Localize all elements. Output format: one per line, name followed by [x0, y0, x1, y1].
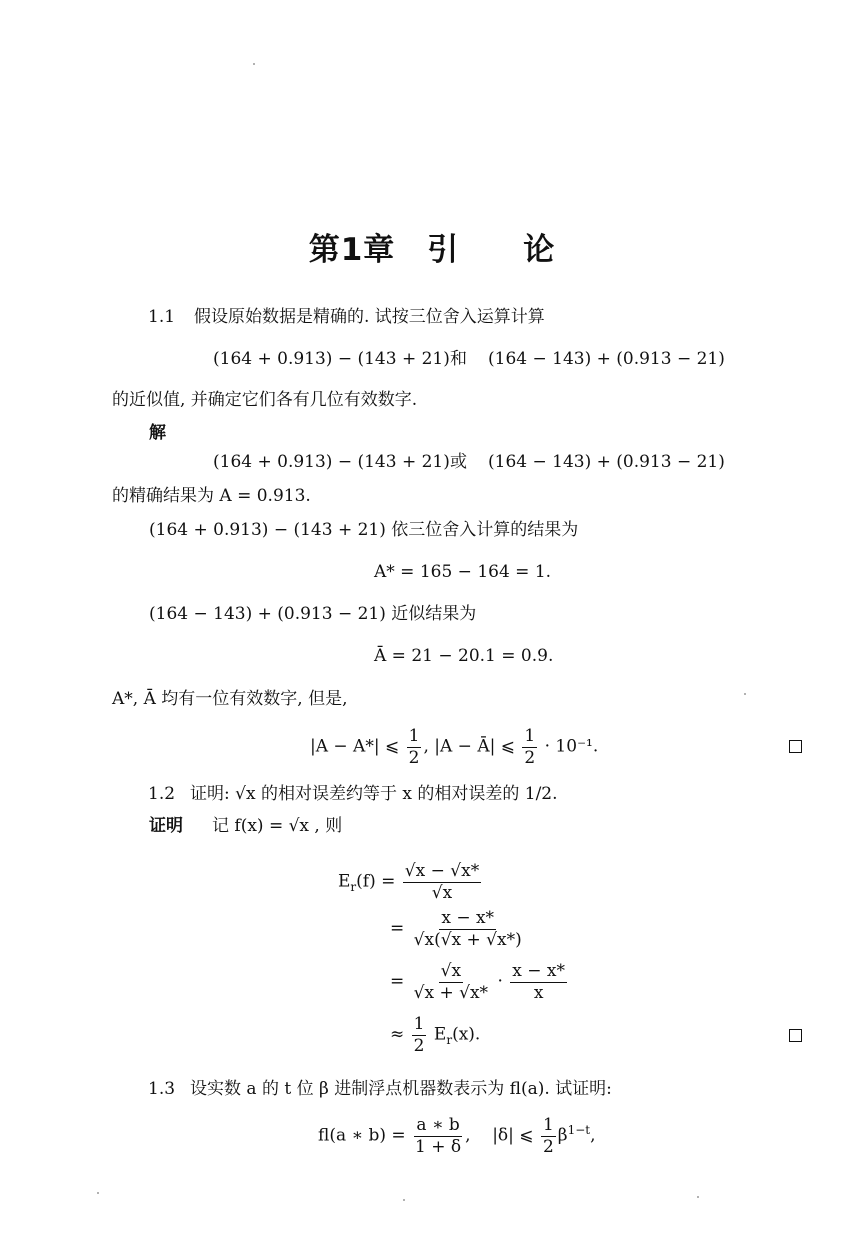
fraction: $\frac{x - x*}{x}$ [512, 961, 566, 1003]
equation-conjunction: 和 [450, 349, 467, 369]
fraction: $\frac{a ∗ b}{1 + \delta}$ [415, 1115, 462, 1157]
problem-statement: 设实数 a 的 t 位 β 进制浮点机器数表示为 fl(a). 试证明: [190, 1079, 612, 1099]
scan-speck [403, 1199, 405, 1201]
scan-speck [97, 1192, 99, 1194]
equation-display: Ā = 21 − 20.1 = 0.9. [374, 646, 554, 666]
fraction: $\frac{x - x*}{√x(√x + √x*)}$ [413, 908, 522, 950]
fraction: $\frac{1}{2}$ [413, 1014, 425, 1056]
proof-intro: 记 f(x) = √x , 则 [212, 816, 343, 836]
text-line: 的精确结果为 A = 0.913. [112, 486, 311, 506]
text-line: (164 + 0.913) − (143 + 21) 依三位舍入计算的结果为 [149, 520, 579, 540]
equation-conjunction: 或 [450, 452, 467, 472]
fraction: $\frac{1}{2}$ [524, 726, 536, 768]
scan-speck [253, 63, 255, 65]
equation-expression: (164 − 143) + (0.913 − 21) [488, 452, 725, 472]
problem-number: 1.3 [148, 1079, 176, 1099]
equation-expression: (164 + 0.913) − (143 + 21) [213, 452, 450, 472]
qed-symbol [789, 740, 802, 753]
qed-symbol [789, 1029, 802, 1042]
text-line: (164 − 143) + (0.913 − 21) 近似结果为 [149, 604, 477, 624]
fraction: $\frac{1}{2}$ [542, 1115, 554, 1157]
chapter-title: 第1章 引 论 [308, 232, 556, 268]
float-equation: fl(a ∗ b) = $\frac{a ∗ b}{1 + \delta}$ , |δ| ⩽ $\frac{1}{2}$ $\beta^{1-t}$, [318, 1115, 596, 1157]
equation-display: A* = 165 − 164 = 1. [374, 562, 552, 582]
problem-statement: 证明: √x 的相对误差约等于 x 的相对误差的 1/2. [190, 784, 558, 804]
fraction: $\frac{√x - √x*}{√x}$ [404, 861, 480, 903]
scan-speck [744, 693, 746, 695]
problem-number: 1.1 [148, 307, 176, 327]
fraction: $\frac{√x}{√x + √x*}$ [413, 961, 489, 1003]
solution-label: 解 [149, 423, 166, 443]
equation-expression: (164 + 0.913) − (143 + 21) [213, 349, 450, 369]
error-bound-equation [310, 727, 598, 767]
bound-mid: , |A − Ā| ⩽ [423, 736, 515, 757]
derivation-line: $E_r(f)$ = $\frac{√x - √x*}{√x}$ [338, 861, 480, 903]
proof-label: 证明 [149, 816, 183, 836]
problem-number: 1.2 [148, 784, 176, 804]
derivation-line: ≈ $\frac{1}{2}$ $E_r(x)$. [390, 1014, 481, 1056]
equation-expression: (164 − 143) + (0.913 − 21) [488, 349, 725, 369]
bound-tail: · 10⁻¹. [544, 736, 599, 757]
scan-speck [697, 1196, 699, 1198]
problem-statement: 假设原始数据是精确的. 试按三位舍入运算计算 [194, 307, 545, 327]
problem-statement-end: 的近似值, 并确定它们各有几位有效数字. [112, 390, 418, 410]
bound-left: |A − A*| ⩽ [310, 736, 400, 757]
derivation-line: = $\frac{x - x*}{√x(√x + √x*)}$ [390, 908, 522, 950]
fraction: $\frac{1}{2}$ [408, 726, 420, 768]
derivation-line: = $\frac{√x}{√x + √x*}$ · $\frac{x - x*}{x}$ [390, 961, 566, 1003]
text-line: A*, Ā 均有一位有效数字, 但是, [112, 689, 348, 709]
